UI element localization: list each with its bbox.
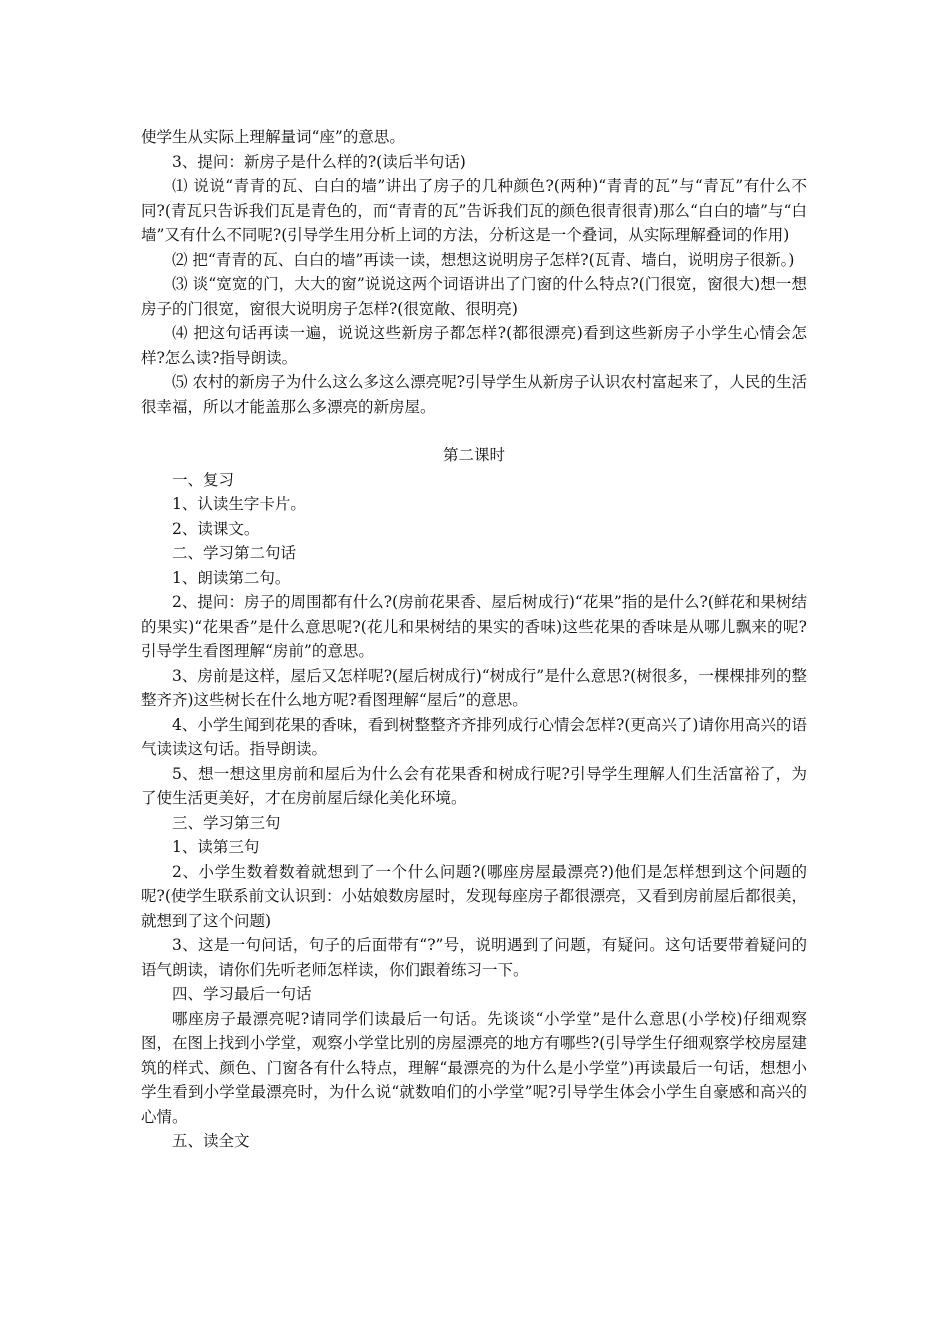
paragraph: 五、读全文 bbox=[172, 1132, 250, 1150]
paragraph: 3、房前是这样，屋后又怎样呢?(屋后树成行)“树成行”是什么意思?(树很多，一棵棵排列的整整齐齐)这些树长在什么地方呢?看图理解“屋后”的意思。 bbox=[141, 666, 807, 709]
paragraph: 5、想一想这里房前和屋后为什么会有花果香和树成行呢?引导学生理解人们生活富裕了，为了使生活更美好，才在房前屋后绿化美化环境。 bbox=[141, 764, 807, 807]
paragraph: ⑸ 农村的新房子为什么这么多这么漂亮呢?引导学生从新房子认识农村富起来了，人民的生活很幸福，所以才能盖那么多漂亮的新房屋。 bbox=[141, 373, 807, 416]
paragraph: 二、学习第二句话 bbox=[172, 544, 297, 562]
paragraph: 4、小学生闻到花果的香味，看到树整整齐齐排列成行心情会怎样?(更高兴了)请你用高兴的语气读读这句话。指导朗读。 bbox=[141, 715, 807, 758]
paragraph: 2、提问：房子的周围都有什么?(房前花果香、屋后树成行)“花果”指的是什么?(鲜花和果树结的果实)“花果香”是什么意思呢?(花儿和果树结的果实的香味)这些花果的香味是从哪儿飘来的呢?引导学生看图理解“房前”的意思。 bbox=[141, 593, 807, 660]
paragraph: ⑵ 把“青青的瓦、白白的墙”再读一读，想想这说明房子怎样?(瓦青、墙白，说明房子很新。) bbox=[172, 250, 795, 269]
paragraph: 1、认读生字卡片。 bbox=[172, 495, 306, 513]
paragraph: ⑴ 说说“青青的瓦、白白的墙”讲出了房子的几种颜色?(两种)“青青的瓦”与“青瓦”有什么不同?(青瓦只告诉我们瓦是青色的，而“青青的瓦”告诉我们瓦的颜色很青很青)那么“白白的墙”与“白墙”又有什么不同呢?(引导学生用分析上词的方法，分析这是一个叠词，从实际理解叠词的作用) bbox=[141, 177, 807, 244]
paragraph: 1、朗读第二句。 bbox=[172, 568, 291, 587]
paragraph: 2、小学生数着数着就想到了一个什么问题?(哪座房屋最漂亮?)他们是怎样想到这个问题的呢?(使学生联系前文认识到：小姑娘数房屋时，发现每座房子都很漂亮，又看到房前屋后都很美，就想到了这个问题) bbox=[141, 862, 807, 930]
paragraph: 一、复习 bbox=[172, 470, 235, 489]
paragraph: 3、提问：新房子是什么样的?(读后半句话) bbox=[172, 152, 466, 171]
paragraph: 1、读第三句 bbox=[172, 838, 260, 856]
paragraph: ⑶ 谈“宽宽的门，大大的窗”说说这两个词语讲出了门窗的什么特点?(门很宽，窗很大)想一想房子的门很宽，窗很大说明房子怎样?(很宽敞、很明亮) bbox=[141, 275, 807, 318]
paragraph: 3、这是一句问话，句子的后面带有“?”号，说明遇到了问题，有疑问。这句话要带着疑问的语气朗读，请你们先听老师怎样读，你们跟着练习一下。 bbox=[141, 936, 807, 979]
paragraph: 四、学习最后一句话 bbox=[172, 985, 312, 1003]
section-heading: 第二课时 bbox=[442, 446, 505, 464]
paragraph: 哪座房子最漂亮呢?请同学们读最后一句话。先谈谈“小学堂”是什么意思(小学校)仔细观察图，在图上找到小学堂，观察小学堂比别的房屋漂亮的地方有哪些?(引导学生仔细观察学校房屋建筑的样式、颜色、门窗各有什么特点，理解“最漂亮的为什么是小学堂”)再读最后一句话，想想小学生看到小学堂最漂亮时，为什么说“就数咱们的小学堂”呢?引导学生体会小学生自豪感和高兴的心情。 bbox=[141, 1009, 807, 1126]
spacer bbox=[141, 419, 807, 443]
paragraph: 使学生从实际上理解量词“座”的意思。 bbox=[141, 128, 405, 146]
paragraph: 三、学习第三句 bbox=[172, 813, 281, 832]
paragraph: 2、读课文。 bbox=[172, 519, 260, 538]
document-body bbox=[141, 125, 807, 1154]
paragraph: ⑷ 把这句话再读一遍，说说这些新房子都怎样?(都很漂亮)看到这些新房子小学生心情会怎样?怎么读?指导朗读。 bbox=[141, 324, 807, 367]
